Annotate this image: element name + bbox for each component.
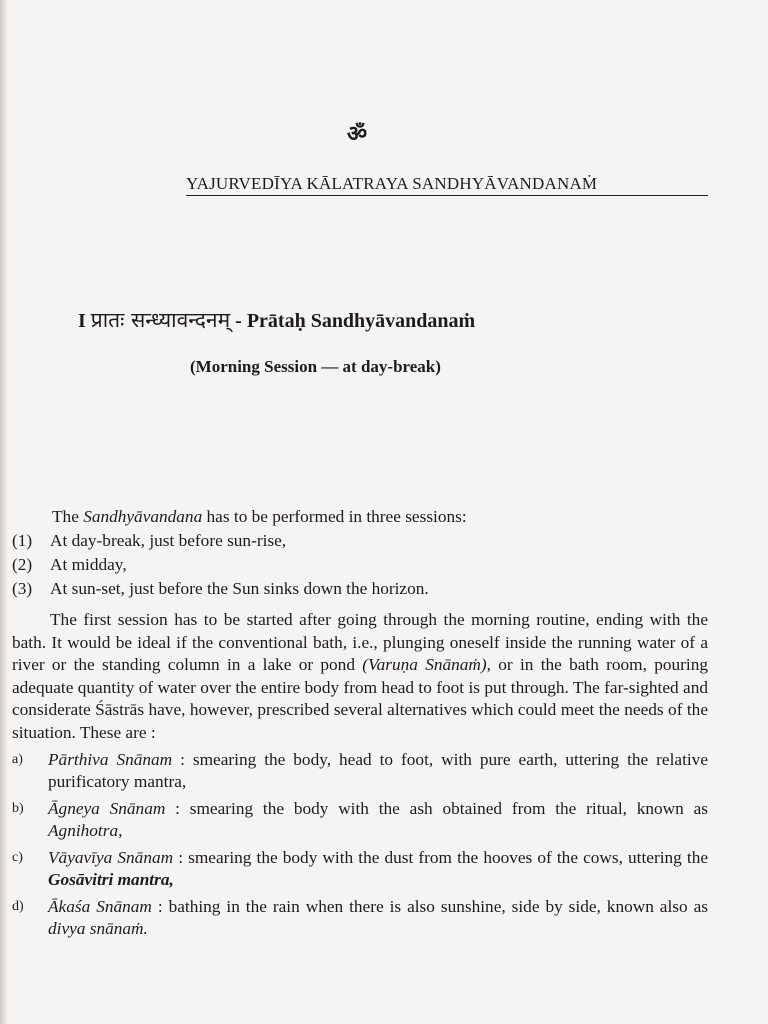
alternative-text (48, 798, 708, 843)
list-item (12, 553, 708, 577)
alternative-item (12, 847, 708, 892)
list-item (12, 529, 708, 553)
page-spine-shadow (0, 0, 8, 1024)
paragraph-part2: , or in the bath room, pouring adequate quantity of water over the entire body from head to foot is put through. The far-sighted and considerate Śāstrās have, however, prescribed several alternatives which could meet the needs of the situation. These are : (12, 655, 708, 742)
alternative-label: c) (12, 849, 23, 865)
paragraph-part1: The first session has to be started after going through the morning routine, ending with the bath. It would be ideal if the conventional bath, i.e., plunging oneself inside the running water of a river or the standing column in a lake or pond (12, 610, 708, 675)
intro-post: has to be performed in three sessions: (202, 507, 467, 526)
section-subheading: (Morning Session — at day-break) (190, 357, 441, 376)
section-heading (78, 306, 678, 334)
list-item (12, 577, 708, 601)
list-item-number: (1) (12, 531, 33, 550)
alternative-label: d) (12, 898, 24, 914)
alternative-description: : smearing the body with the dust from the hooves of the cows, uttering the (173, 847, 709, 867)
section-title-devanagari: प्रातः सन्ध्यावन्दनम् (90, 308, 231, 332)
intro-sentence (12, 505, 708, 529)
om-symbol: ॐ (346, 122, 368, 147)
alternative-tail-term: divya snānaṁ. (48, 919, 148, 939)
alternative-text (48, 896, 708, 941)
intro-pre: The (52, 507, 84, 526)
alternative-description: : bathing in the rain when there is also sunshine, side by side, known also as (151, 896, 708, 916)
alternative-item (12, 798, 708, 843)
section-title-roman: Prātaḥ Sandhyāvandanaṁ (246, 310, 476, 332)
section-number: I (78, 310, 86, 332)
alternative-description: : smearing the body with the ash obtained from the ritual, known as (165, 798, 709, 818)
list-item-number: (2) (12, 555, 33, 574)
page-title: YAJURVEDĪYA KĀLATRAYA SANDHYĀVANDANAṀ (186, 174, 708, 196)
alternative-term: Āgneya Snānam (48, 798, 166, 818)
alternative-text (48, 847, 708, 892)
list-item-text: At day-break, just before sun-rise, (50, 531, 287, 550)
sessions-list (12, 529, 708, 601)
alternative-description: : smearing the body, head to foot, with pure earth, uttering the relative purificatory mantra, (48, 749, 708, 792)
list-item-text: At sun-set, just before the Sun sinks down the horizon. (50, 579, 429, 598)
alternative-text (48, 749, 708, 794)
alternative-item (12, 896, 708, 941)
intro-term: Sandhyāvandana (83, 507, 203, 526)
alternative-term: Ākaśa Snānam (48, 896, 152, 916)
alternative-tail-term: Gosāvitri mantra, (48, 870, 174, 890)
main-paragraph (12, 609, 708, 745)
body-text (12, 505, 708, 941)
alternative-term: Vāyavīya Snānam (48, 847, 174, 867)
alternatives-list (12, 749, 708, 941)
alternative-label: b) (12, 800, 24, 816)
alternative-tail-term: Agnihotra, (48, 821, 123, 841)
heading-dash: - (235, 310, 242, 332)
paragraph-term: (Varuṇa Snānaṁ) (362, 655, 487, 675)
alternative-term: Pārthiva Snānam (48, 749, 173, 769)
alternative-label: a) (12, 751, 23, 767)
list-item-number: (3) (12, 579, 33, 598)
alternative-item (12, 749, 708, 794)
list-item-text: At midday, (50, 555, 127, 574)
